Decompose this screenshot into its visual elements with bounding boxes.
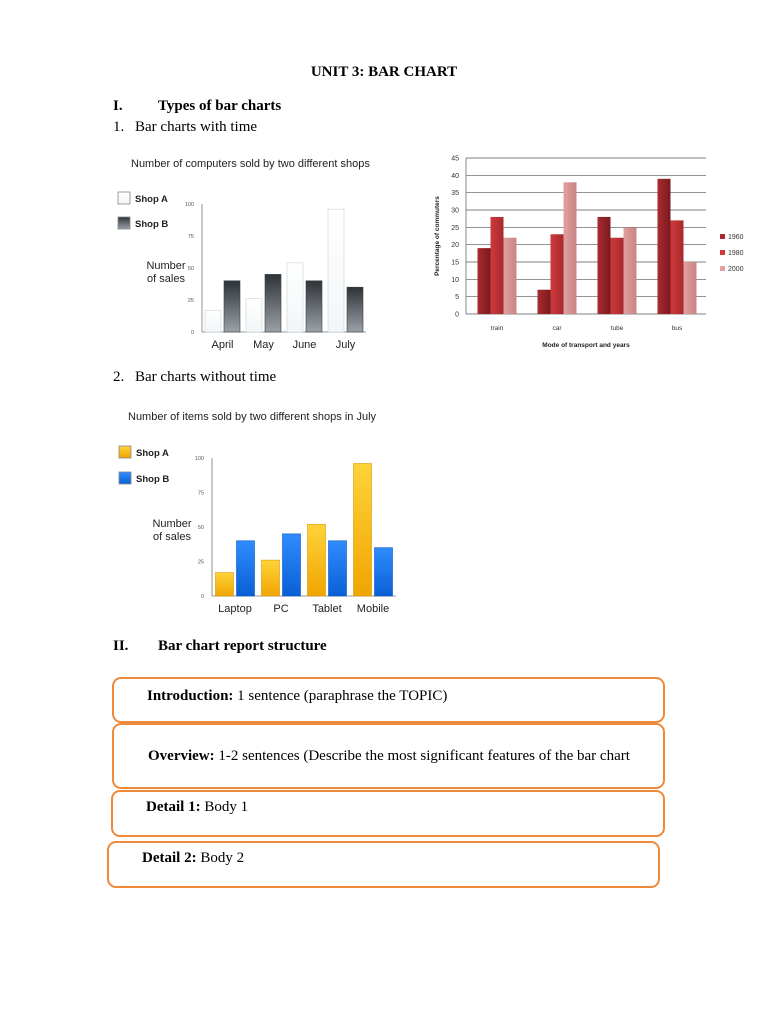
computers-sales-chart — [110, 150, 375, 360]
y-tick-label: 25 — [197, 559, 204, 566]
x-tick-label: bus — [671, 325, 683, 332]
y-tick-label: 0 — [455, 311, 459, 319]
y-tick-label: 40 — [451, 172, 459, 180]
y-tick-label: 50 — [187, 266, 194, 272]
bar-tablet-shop-a — [308, 524, 326, 596]
bar-july-shop-b — [347, 287, 363, 332]
y-tick-label: 30 — [451, 207, 459, 215]
section-1-numeral: I. — [113, 98, 123, 114]
bar-april-shop-a — [205, 310, 221, 332]
y-axis-label-line2: of sales — [147, 273, 185, 285]
legend-label: Shop B — [136, 474, 170, 485]
overview-box — [112, 723, 665, 789]
bar-bus-1960 — [658, 179, 671, 314]
transport-commuters-chart — [425, 150, 755, 355]
section-2-numeral: II. — [113, 638, 129, 654]
y-tick-label: 35 — [451, 190, 459, 198]
y-tick-label: 20 — [451, 242, 459, 250]
x-tick-label: April — [211, 339, 234, 351]
chart-title: Number of computers sold by two different shops — [131, 158, 370, 170]
y-axis-label: Percentage of commuters — [434, 196, 441, 276]
legend-label: 1960 — [728, 234, 744, 241]
y-axis-label-line1: Number — [152, 518, 192, 530]
legend-swatch-2000 — [720, 266, 725, 271]
legend-swatch-shop-a — [118, 192, 130, 204]
bar-july-shop-a — [328, 209, 344, 332]
bar-pc-shop-a — [262, 560, 280, 596]
y-tick-label: 100 — [184, 202, 194, 208]
overview-text: 1-2 sentences (Describe the most significant features of the bar chart — [214, 748, 630, 764]
y-tick-label: 15 — [451, 259, 459, 267]
x-tick-label: July — [335, 339, 356, 351]
bar-june-shop-a — [287, 263, 303, 332]
detail-1-box — [111, 790, 665, 837]
y-tick-label: 0 — [190, 330, 194, 336]
legend-label: 1980 — [728, 250, 744, 257]
x-tick-label: May — [253, 339, 274, 351]
y-tick-label: 100 — [194, 456, 204, 462]
bar-pc-shop-b — [283, 534, 301, 596]
bar-may-shop-b — [265, 274, 281, 332]
y-axis-label-line2: of sales — [153, 531, 191, 543]
x-tick-label: Mobile — [356, 603, 390, 615]
x-tick-label: tube — [610, 325, 624, 332]
bar-train-1960 — [478, 248, 491, 314]
bar-tube-1980 — [611, 238, 624, 314]
bar-june-shop-b — [306, 281, 322, 332]
subsection-1-number: 1. — [113, 119, 125, 135]
x-tick-label: car — [552, 325, 562, 332]
x-axis-label: Mode of transport and years — [542, 342, 630, 349]
legend-swatch-shop-b — [118, 217, 130, 229]
section-2-title: Bar chart report structure — [158, 638, 327, 654]
legend-label: Shop B — [135, 219, 169, 230]
introduction-box — [112, 677, 665, 723]
y-tick-label: 50 — [197, 525, 204, 531]
bar-april-shop-b — [224, 281, 240, 332]
x-tick-label: train — [490, 325, 504, 332]
subsection-1-title: Bar charts with time — [135, 119, 258, 135]
y-tick-label: 45 — [451, 155, 459, 163]
y-axis-label-line1: Number — [146, 260, 186, 272]
y-tick-label: 25 — [187, 298, 194, 304]
detail-2-label: Detail 2: — [142, 850, 197, 866]
legend-label: Shop A — [136, 448, 169, 459]
y-tick-label: 25 — [451, 224, 459, 232]
bar-laptop-shop-a — [216, 573, 234, 596]
bar-bus-1980 — [671, 220, 684, 314]
detail-2-text: Body 2 — [196, 850, 245, 866]
legend-swatch-1980 — [720, 250, 725, 255]
detail-2-box — [107, 841, 660, 888]
section-1-title: Types of bar charts — [158, 98, 282, 114]
bar-car-1980 — [551, 234, 564, 314]
bar-tube-1960 — [598, 217, 611, 314]
x-tick-label: June — [292, 339, 317, 351]
bar-may-shop-a — [246, 299, 262, 332]
bar-bus-2000 — [684, 262, 697, 314]
legend-label: Shop A — [135, 194, 168, 205]
bar-mobile-shop-b — [375, 548, 393, 596]
detail-1-label: Detail 1: — [146, 799, 201, 815]
y-tick-label: 10 — [451, 276, 459, 284]
legend-swatch-shop-a — [119, 446, 131, 458]
bar-car-2000 — [564, 182, 577, 314]
document-title: UNIT 3: BAR CHART — [310, 64, 458, 80]
bar-train-1980 — [491, 217, 504, 314]
bar-tube-2000 — [624, 227, 637, 314]
introduction-text: 1 sentence (paraphrase the TOPIC) — [233, 688, 448, 704]
chart-title: Number of items sold by two different shops in July — [128, 411, 377, 423]
legend-label: 2000 — [728, 266, 744, 273]
y-tick-label: 75 — [187, 234, 194, 240]
y-tick-label: 75 — [197, 490, 204, 497]
bar-tablet-shop-b — [329, 541, 347, 596]
bar-train-2000 — [504, 238, 517, 314]
introduction-label: Introduction: — [147, 688, 234, 704]
subsection-2-number: 2. — [113, 369, 125, 385]
y-tick-label: 5 — [455, 294, 459, 302]
detail-1-text: Body 1 — [200, 799, 249, 815]
y-tick-label: 0 — [200, 594, 204, 600]
bar-laptop-shop-b — [237, 541, 255, 596]
legend-swatch-1960 — [720, 234, 725, 239]
bar-mobile-shop-a — [354, 464, 372, 596]
bar-car-1960 — [538, 290, 551, 314]
x-tick-label: PC — [273, 603, 289, 615]
overview-label: Overview: — [148, 748, 215, 764]
x-tick-label: Tablet — [312, 603, 342, 615]
legend-swatch-shop-b — [119, 472, 131, 484]
items-sales-chart — [112, 403, 402, 623]
x-tick-label: Laptop — [218, 603, 252, 615]
subsection-2-title: Bar charts without time — [135, 369, 277, 385]
